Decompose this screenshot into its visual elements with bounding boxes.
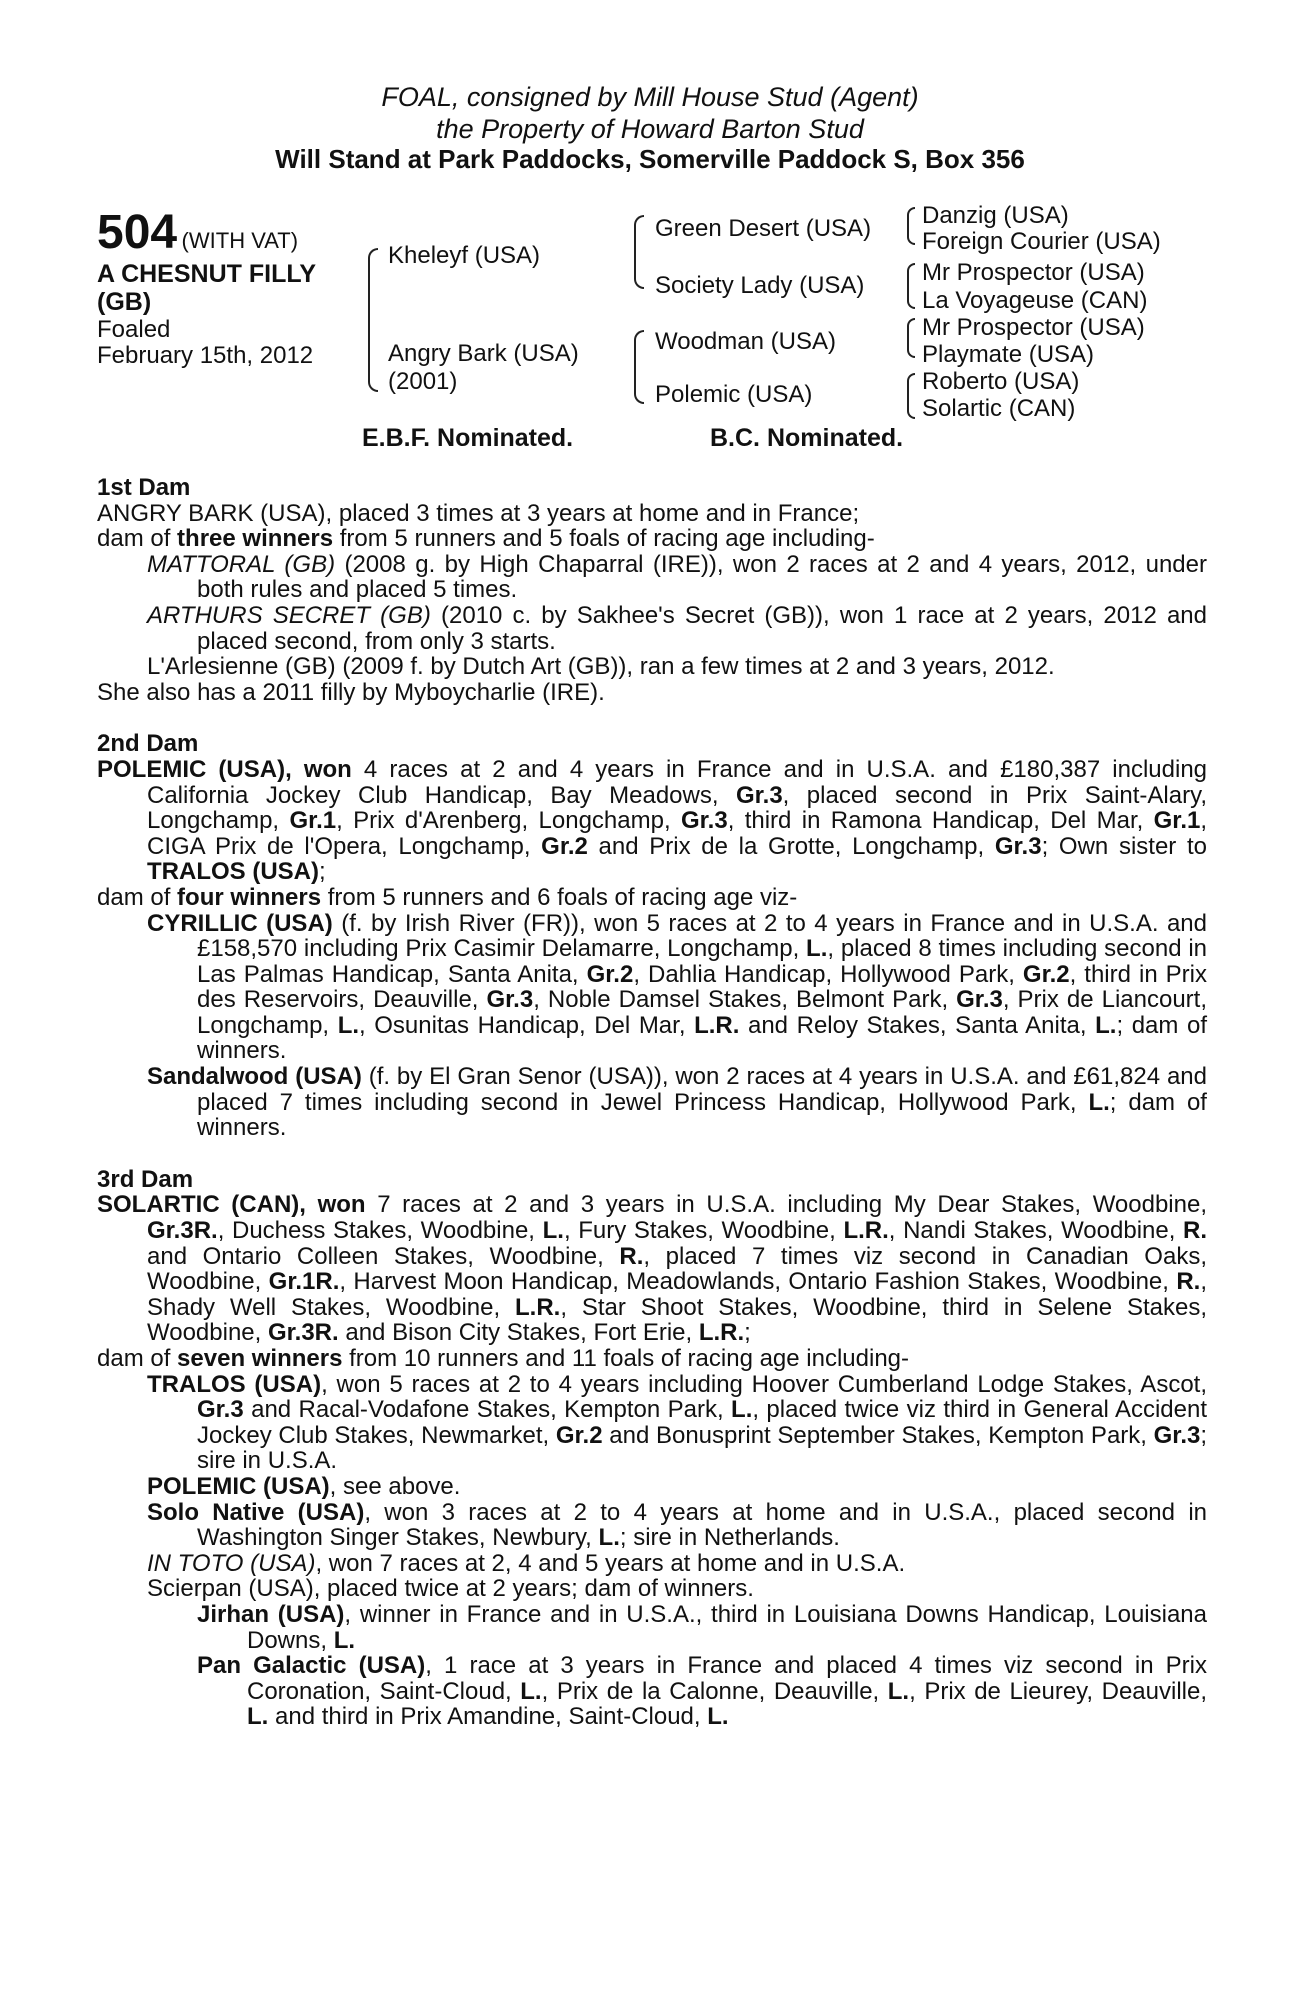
bold-run: Sandalwood (USA) — [147, 1063, 362, 1091]
bold-run: POLEMIC (USA) — [147, 1472, 330, 1500]
produce-larlesienne: L'Arlesienne (GB) (2009 f. by Dutch Art (GB)), ran a few times at 2 and 3 years, 2012. — [147, 653, 1055, 681]
bold-run: SOLARTIC (CAN), won — [97, 1191, 366, 1219]
bold-run: L.R. — [515, 1293, 561, 1321]
bold-run: L. — [333, 1626, 356, 1654]
bold-run: L. — [542, 1217, 564, 1245]
lot-number: 504 — [97, 206, 178, 259]
dam-sire-dam: Playmate (USA) — [922, 341, 1095, 368]
sire-sire-sire: Danzig (USA) — [922, 202, 1069, 229]
text-run: and Prix de la Grotte, Longchamp, — [587, 832, 995, 860]
grandproduce-pan-galactic — [97, 1653, 1207, 1730]
bold-run: Gr.3 — [735, 781, 783, 809]
text-run: , won 3 races at 2 to 4 years at home and in U.S.A., placed second in Washington Singer Stakes, Newbury, — [197, 1498, 1207, 1552]
dam-dam: Polemic (USA) — [655, 381, 813, 408]
pedigree-bracket-ds — [907, 318, 915, 358]
text-run: , won 5 races at 2 to 4 years including Hoover Cumberland Lodge Stakes, Ascot, — [321, 1370, 1207, 1398]
bold-run: R. — [619, 1242, 644, 1270]
text-run: , Harvest Moon Handicap, Meadowlands, Ontario Fashion Stakes, Woodbine, — [339, 1268, 1177, 1296]
bold-run: L. — [520, 1677, 542, 1705]
text-run: ; Own sister to — [1041, 832, 1207, 860]
bold-run: L. — [731, 1396, 753, 1424]
catalogue-body — [97, 475, 1207, 1730]
second-dam-polemic — [97, 757, 1207, 885]
text-run: from 5 runners and 6 foals of racing age viz- — [321, 883, 798, 911]
second-dam-heading: 2nd Dam — [97, 730, 199, 758]
dam-dam-dam: Solartic (CAN) — [922, 395, 1076, 422]
first-dam-produce-summary: dam of three winners from 5 runners and 5 foals of racing age including- — [97, 525, 875, 553]
bold-run: Pan Galactic (USA) — [197, 1652, 426, 1680]
bold-run: POLEMIC (USA), won — [97, 755, 352, 783]
bold-run: L.R. — [698, 1319, 745, 1347]
third-dam-heading: 3rd Dam — [97, 1165, 194, 1193]
text-run: , placed 7 times viz second in Canadian Oaks, Woodbine, — [147, 1242, 1207, 1296]
sire-dam: Society Lady (USA) — [655, 272, 865, 299]
text-run: , winner in France and in U.S.A., third in Louisiana Downs Handicap, Louisiana Downs, — [247, 1600, 1207, 1654]
sire-dam-dam: La Voyageuse (CAN) — [922, 287, 1148, 314]
text-run: , Star Shoot Stakes, Woodbine, third in Selene Stakes, Woodbine, — [147, 1293, 1207, 1347]
text-run: and Reloy Stakes, Santa Anita, — [739, 1011, 1096, 1039]
bold-run: Gr.3R. — [267, 1319, 339, 1347]
bold-run: Gr.3R. — [147, 1217, 218, 1245]
text-run: , Prix de la Calonne, Deauville, — [541, 1677, 888, 1705]
text-run: , Dahlia Handicap, Hollywood Park, — [633, 960, 1023, 988]
produce-sandalwood — [97, 1064, 1207, 1141]
produce-in-toto: IN TOTO (USA), won 7 races at 2, 4 and 5 years at home and in U.S.A. — [147, 1549, 906, 1577]
second-dam-produce-summary — [97, 885, 1207, 911]
dam-sire-sire: Mr Prospector (USA) — [922, 314, 1145, 341]
bold-run: TRALOS (USA) — [147, 858, 319, 886]
bold-run: L. — [598, 1524, 620, 1552]
bold-run: L. — [247, 1703, 269, 1731]
foaled-label: Foaled — [97, 316, 171, 343]
pedigree-bracket-main — [368, 248, 378, 392]
text-run: and Bonusprint September Stakes, Kempton Park, — [602, 1421, 1154, 1449]
text-run: , Shady Well Stakes, Woodbine, — [147, 1268, 1207, 1321]
third-dam-produce-summary — [97, 1346, 1207, 1372]
produce-scierpan: Scierpan (USA), placed twice at 2 years; dam of winners. — [147, 1575, 754, 1603]
text-run: , placed 8 times including second in Las Palmas Handicap, Santa Anita, — [197, 935, 1208, 988]
bold-run: L.R. — [843, 1217, 889, 1245]
bold-run: Gr.1 — [289, 807, 337, 835]
produce-polemic — [97, 1474, 1207, 1500]
sire-dam-sire: Mr Prospector (USA) — [922, 259, 1145, 286]
text-run: dam of — [97, 883, 178, 911]
text-run: , Nandi Stakes, Woodbine, — [888, 1217, 1184, 1245]
consignor-line: FOAL, consigned by Mill House Stud (Agent) — [381, 82, 919, 112]
ebf-nominated: E.B.F. Nominated. — [362, 424, 574, 452]
vat-label: (WITH VAT) — [181, 228, 299, 253]
first-dam-heading: 1st Dam — [97, 474, 191, 501]
property-line: the Property of Howard Barton Stud — [436, 114, 864, 144]
text-run: , Duchess Stakes, Woodbine, — [217, 1217, 543, 1245]
text-run: , CIGA Prix de l'Opera, Longchamp, — [147, 807, 1208, 860]
bold-run: Gr.3 — [197, 1396, 244, 1424]
lot-description: A CHESNUT FILLY — [97, 260, 316, 288]
text-run: ; sire in U.S.A. — [197, 1421, 1208, 1475]
bold-run: L.R. — [694, 1011, 740, 1039]
bold-run: Solo Native (USA) — [147, 1498, 365, 1526]
pedigree-bracket-dd — [907, 373, 915, 419]
text-run: ; dam of winners. — [197, 1011, 1207, 1065]
text-run: dam of — [97, 1345, 178, 1372]
bold-run: Jirhan (USA) — [197, 1600, 345, 1628]
text-run: , Prix de Lieurey, Deauville, — [909, 1677, 1208, 1705]
produce-solo-native — [97, 1500, 1207, 1551]
text-run: ; — [318, 858, 326, 886]
text-run: , Prix d'Arenberg, Longchamp, — [336, 807, 681, 835]
bold-run: Gr.1 — [1153, 807, 1201, 835]
produce-mattoral: MATTORAL (GB) (2008 g. by High Chaparral (IRE)), won 2 races at 2 and 4 years, 2012, under both rules and placed 5 times. — [147, 550, 1207, 604]
bold-run: Gr.3 — [486, 986, 534, 1014]
pedigree-bracket-sire — [634, 215, 644, 289]
bold-run: Gr.3 — [680, 807, 728, 835]
bold-run: Gr.1R. — [268, 1268, 340, 1296]
lot-number-row — [97, 205, 298, 260]
dam-sire: Woodman (USA) — [655, 328, 836, 355]
text-run: , Osunitas Handicap, Del Mar, — [359, 1011, 695, 1039]
bold-run: Gr.2 — [586, 960, 634, 988]
stable-location-line: Will Stand at Park Paddocks, Somerville Paddock S, Box 356 — [275, 144, 1025, 174]
text-run: , placed twice viz third in General Accident Jockey Club Stakes, Newmarket, — [197, 1396, 1208, 1449]
pedigree-bracket-sd — [907, 263, 915, 309]
bold-run: Gr.2 — [541, 832, 588, 860]
produce-tralos — [97, 1372, 1207, 1474]
text-run: and third in Prix Amandine, Saint-Cloud, — [268, 1703, 708, 1731]
first-dam-intro: ANGRY BARK (USA), placed 3 times at 3 years at home and in France; — [97, 499, 860, 527]
bold-run: L. — [707, 1703, 729, 1731]
text-run: and Ontario Colleen Stakes, Woodbine, — [147, 1242, 620, 1270]
bold-run: R. — [1176, 1268, 1201, 1296]
lot-country: (GB) — [97, 288, 152, 316]
text-run: , Fury Stakes, Woodbine, — [563, 1217, 844, 1245]
pedigree-bracket-dam — [634, 330, 644, 404]
text-run: ; — [744, 1319, 751, 1347]
produce-cyrillic — [97, 911, 1207, 1065]
bold-run: Gr.3 — [956, 986, 1003, 1014]
text-run: (f. by El Gran Senor (USA)), won 2 races at 4 years in U.S.A. and £61,824 and placed 7 times including second in Jewel Princess Handicap, Hollywood Park, — [197, 1063, 1208, 1116]
dam-year: (2001) — [388, 368, 458, 395]
bold-run: Gr.3 — [994, 832, 1042, 860]
dam-dam-sire: Roberto (USA) — [922, 368, 1080, 395]
bold-run: CYRILLIC (USA) — [147, 909, 333, 937]
bold-run: R. — [1183, 1217, 1208, 1245]
text-run: , third in Ramona Handicap, Del Mar, — [727, 807, 1154, 835]
text-run: , 1 race at 3 years in France and placed 4 times viz second in Prix Coronation, Saint-Cloud, — [247, 1652, 1207, 1705]
text-run: (f. by Irish River (FR)), won 5 races at 2 to 4 years in France and in U.S.A. and £158,570 including Prix Casimir Delamarre, Longchamp, — [197, 909, 1208, 963]
foaling-date: February 15th, 2012 — [97, 342, 314, 369]
text-run: 4 races at 2 and 4 years in France and in U.S.A. and £180,387 including California Jockey Club Handicap, Bay Meadows, — [147, 755, 1208, 809]
text-run: 7 races at 2 and 3 years in U.S.A. including My Dear Stakes, Woodbine, — [365, 1191, 1207, 1219]
bold-run: four winners — [177, 883, 322, 911]
produce-2011-filly: She also has a 2011 filly by Myboycharlie (IRE). — [97, 678, 605, 706]
sire-name: Kheleyf (USA) — [388, 242, 541, 269]
text-run: ; dam of winners. — [197, 1088, 1207, 1142]
bold-run: L. — [1095, 1011, 1117, 1039]
bold-run: L. — [887, 1677, 910, 1705]
bc-nominated: B.C. Nominated. — [710, 424, 904, 452]
bold-run: Gr.2 — [1022, 960, 1070, 988]
bold-run: Gr.3 — [1153, 1421, 1201, 1449]
bold-run: L. — [806, 935, 828, 963]
text-run: from 10 runners and 11 foals of racing age including- — [342, 1345, 910, 1372]
third-dam-solartic — [97, 1192, 1207, 1346]
text-run: , third in Prix des Reservoirs, Deauville, — [197, 960, 1208, 1014]
bold-run: L. — [337, 1011, 360, 1039]
grandproduce-jirhan — [97, 1602, 1207, 1653]
dam-name: Angry Bark (USA) — [388, 340, 579, 367]
bold-run: Gr.2 — [555, 1421, 603, 1449]
pedigree-bracket-ss — [907, 207, 915, 245]
text-run: , placed second in Prix Saint-Alary, Longchamp, — [147, 781, 1207, 835]
text-run: , Prix de Liancourt, Longchamp, — [197, 986, 1207, 1039]
sire-sire: Green Desert (USA) — [655, 215, 872, 242]
text-run: and Bison City Stakes, Fort Erie, — [338, 1319, 699, 1347]
bold-run: TRALOS (USA) — [147, 1370, 322, 1398]
text-run: , Noble Damsel Stakes, Belmont Park, — [533, 986, 957, 1014]
bold-run: L. — [1088, 1088, 1110, 1116]
text-run: ; sire in Netherlands. — [619, 1524, 840, 1552]
text-run: and Racal-Vodafone Stakes, Kempton Park, — [243, 1396, 732, 1424]
text-run: , see above. — [329, 1472, 461, 1500]
sire-sire-dam: Foreign Courier (USA) — [922, 228, 1161, 255]
produce-arthurs-secret: ARTHURS SECRET (GB) (2010 c. by Sakhee's Secret (GB)), won 1 race at 2 years, 2012 and placed second, from only 3 starts. — [147, 601, 1207, 655]
bold-run: seven winners — [177, 1345, 343, 1372]
